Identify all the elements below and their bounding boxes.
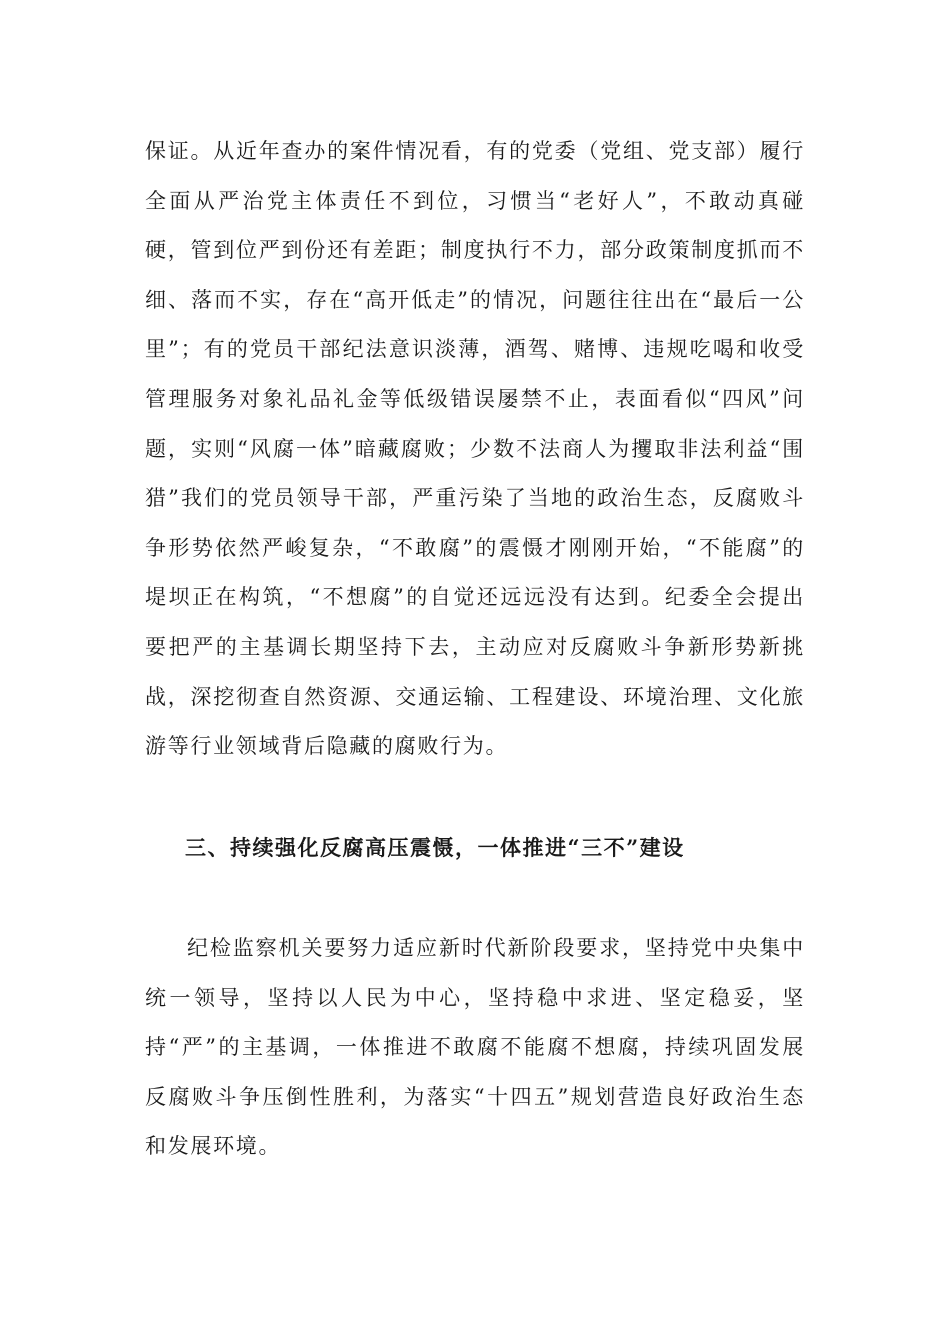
body-paragraph-2: 纪检监察机关要努力适应新时代新阶段要求，坚持党中央集中统一领导，坚持以人民为中心，坚持稳中求进、坚定稳妥，坚持“严”的主基调，一体推进不敢腐不能腐不想腐，持续巩固发展反腐败斗争压倒性胜利，为落实“十四五”规划营造良好政治生态和发展环境。 <box>145 936 805 1159</box>
body-paragraph-1: 保证。从近年查办的案件情况看，有的党委（党组、党支部）履行全面从严治党主体责任不到位，习惯当“老好人”，不敢动真碰硬，管到位严到份还有差距；制度执行不力，部分政策制度抓而不细、落而不实，存在“高开低走”的情况，问题往往出在“最后一公里”；有的党员干部纪法意识淡薄，酒驾、赌博、违规吃喝和收受管理服务对象礼品礼金等低级错误屡禁不止，表面看似“四风”问题，实则“风腐一体”暗藏腐败；少数不法商人为攫取非法利益“围猎”我们的党员领导干部，严重污染了当地的政治生态，反腐败斗争形势依然严峻复杂，“不敢腐”的震慑才刚刚开始，“不能腐”的堤坝正在构筑，“不想腐”的自觉还远远没有达到。纪委全会提出要把严的主基调长期坚持下去，主动应对反腐败斗争新形势新挑战，深挖彻查自然资源、交通运输、工程建设、环境治理、文化旅游等行业领域背后隐藏的腐败行为。 <box>145 139 805 759</box>
section-heading: 三、持续强化反腐高压震慑，一体推进“三不”建设 <box>185 835 685 860</box>
